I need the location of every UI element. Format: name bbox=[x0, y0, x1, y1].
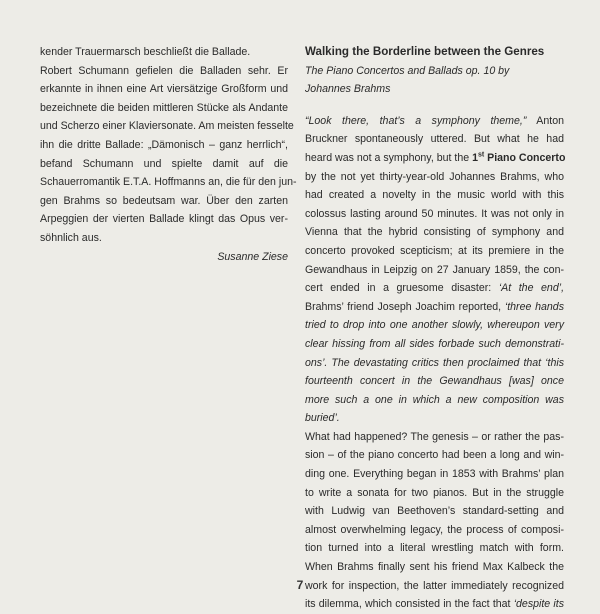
text-line: clear hissing from all sides forbade such demonstrati- bbox=[305, 337, 564, 350]
text-line: When Brahms finally sent his friend Max Kalbeck the bbox=[305, 561, 564, 574]
text-line: to write a sonata for two pianos. But in the struggle bbox=[305, 486, 564, 499]
text-line bbox=[305, 149, 564, 168]
text-line: kender Trauermarsch beschließt die Ballade. bbox=[40, 46, 251, 58]
ordinal-suffix: st bbox=[477, 151, 485, 159]
right-column bbox=[305, 43, 564, 614]
text-line: sion – of the piano concerto had been a long and win- bbox=[305, 449, 564, 462]
paragraph-gap bbox=[305, 99, 564, 112]
page-number: 7 bbox=[296, 578, 304, 592]
text-line: söhnlich aus. bbox=[40, 231, 102, 244]
article-subtitle-line: Johannes Brahms bbox=[305, 83, 391, 96]
text-line: tion turned into a literal wrestling match with form. bbox=[305, 542, 564, 555]
text-line: had created a novelty in the music world with this bbox=[305, 189, 564, 202]
text-line: bezeichnete die beiden mittleren Stücke als Andante bbox=[40, 101, 288, 114]
text-line: gen Brahms so bedeutsam war. Über den zarten bbox=[40, 194, 288, 207]
quote-span: ons’. bbox=[305, 356, 328, 369]
text-line bbox=[305, 112, 564, 131]
text-line bbox=[305, 279, 564, 298]
text-span: heard was not a symphony, but the bbox=[305, 151, 473, 164]
text-span: cert ended in a gruesome disaster: bbox=[305, 282, 499, 295]
text-line: Gewandhaus in Leipzig on 27 January 1859, the con- bbox=[305, 263, 564, 276]
text-line: ding one. Everything began in 1853 with Brahms’ plan bbox=[305, 468, 564, 481]
quote-span: ‘At the end’, bbox=[498, 282, 565, 295]
text-line: colossus lasting around 50 minutes. It was not only in bbox=[305, 207, 564, 220]
quote-span: The devastating critics then proclaimed that ‘this bbox=[327, 356, 564, 369]
text-line: befand Schumann und spielte damit auf die bbox=[40, 157, 288, 170]
text-line bbox=[305, 354, 564, 373]
article-subtitle-line: The Piano Concertos and Ballads op. 10 by bbox=[305, 64, 510, 77]
text-line: erkannte in ihnen eine Art viersätzige Großform und bbox=[40, 83, 288, 96]
text-line: Vienna that the hybrid consisting of symphony and bbox=[305, 226, 564, 239]
quote-span: ‘three hands bbox=[504, 300, 564, 313]
text-line: work for inspection, the latter immediately recognized bbox=[305, 579, 564, 592]
text-line: ihn die dritte Ballade: „Dämonisch – ganz herrlich“, bbox=[40, 138, 288, 151]
text-line: almost overwhelming legacy, the process of composi- bbox=[305, 523, 564, 536]
quote-span: ‘despite its bbox=[513, 598, 564, 611]
text-line bbox=[305, 298, 564, 317]
text-line: fourteenth concert in the Gewandhaus [was] once bbox=[305, 375, 564, 388]
text-line: more such a one in which a new composition was bbox=[305, 393, 564, 406]
text-line: Bruckner spontaneously uttered. But what he had bbox=[305, 133, 564, 146]
concerto-title: Piano Concerto bbox=[484, 151, 566, 164]
text-span: its dilemma, which consisted in the fact that bbox=[305, 598, 514, 611]
text-line: tried to drop into one another slowly, whereupon very bbox=[305, 319, 564, 332]
text-line: Robert Schumann gefielen die Balladen sehr. Er bbox=[40, 64, 288, 77]
text-line: und Scherzo einer Klaviersonate. Am meisten fesselte bbox=[40, 120, 294, 133]
author-signature: Susanne Ziese bbox=[217, 250, 288, 263]
quote-span: “Look there, that’s a symphony theme,” bbox=[305, 114, 527, 127]
text-line: What had happened? The genesis – or rather the pas- bbox=[305, 430, 564, 443]
highlight-span bbox=[472, 152, 565, 164]
text-line: with Ludwig van Beethoven’s standard-setting and bbox=[305, 505, 564, 518]
text-span: Anton bbox=[526, 114, 564, 127]
text-span: Brahms’ friend Joseph Joachim reported, bbox=[305, 300, 505, 313]
ordinal-text: 1st bbox=[472, 151, 485, 164]
text-line: Schauerromantik E.T.A. Hoffmanns an, die für den jun- bbox=[40, 176, 297, 189]
text-line bbox=[305, 595, 564, 614]
text-line: buried’. bbox=[305, 412, 340, 425]
article-heading: Walking the Borderline between the Genres bbox=[305, 45, 545, 58]
left-column bbox=[40, 43, 297, 266]
text-line: by the not yet thirty-year-old Johannes Brahms, who bbox=[305, 170, 564, 183]
text-line: concerto provoked scepticism; at its premiere in the bbox=[305, 244, 564, 257]
text-line: Arpeggien der vierten Ballade klingt das Opus ver- bbox=[40, 213, 288, 226]
